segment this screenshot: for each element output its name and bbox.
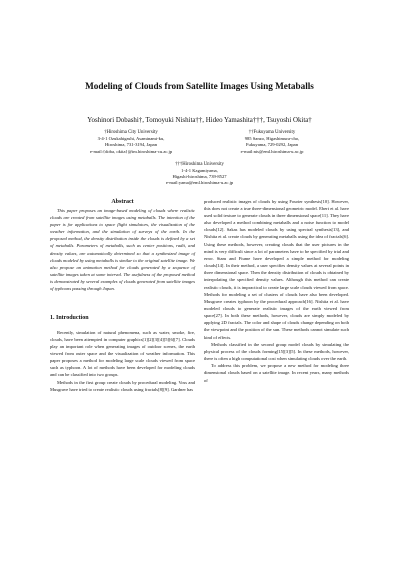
author-list: Yoshinori Dobashi†, Tomoyuki Nishita††, Hideo Yamashita†††, Tsuyoshi Okita† xyxy=(87,117,312,124)
affiliation-city: Hiroshima, 731-3194, Japan xyxy=(104,142,158,148)
affiliation-hiroshima xyxy=(50,162,349,187)
affiliation-email: e-mail:nis@eml.hiroshima-u.ac.jp xyxy=(240,148,304,154)
affiliation-row xyxy=(50,130,349,155)
body-paragraph: produced realistic images of clouds by using Fourier synthesis[10]. However, this does not create a true three-dimensional geometric model. Ebert et al. have used solid texture to generate clouds in three dimensional space[11]. They have also developed a method combining metaballs and a noise function to model clouds[12]. Sakas has modeled clouds by using spectral synthesis[13], and Nishita et al. create clouds by generating metaballs using the idea of fractals[6]. Using these methods, however, creating clouds that the user pictures in the mind is very difficult since a lot of parameters have to be specified by trial and error. Stam and Fiume have developed a simple method for modeling clouds[14]. In their method, a user specifies density values at several points in three dimensional space. Then the density distribution of clouds is obtained by interpolating the specified density values. Although this method can create realistic clouds, it is impractical to create large scale clouds viewed from space. Methods for modeling a set of clusters of clouds have also been developed. Musgrave creates typhoon by the procedural approach[16]. Nishita et al. have modeled clouds to generate realistic images of the earth viewed from space[27]. In both these methods, however, clouds are simply modeled by applying 2D fractals. The color and shape of clouds change depending on both the viewpoint and the position of the sun. These methods cannot simulate such kind of effects. xyxy=(204,198,349,340)
affiliation-name: ††Fukuyama University xyxy=(248,130,296,135)
affiliation-name: †Hiroshima City University xyxy=(104,130,158,135)
affiliation-address: 3-4-1 Ozukahigashi, Asaminami-ku, xyxy=(97,136,165,142)
affiliation-hiroshima-city xyxy=(70,130,192,155)
right-column xyxy=(204,198,349,393)
body-paragraph: Methods in the first group create clouds by procedural modeling. Voss and Musgrave have tried to create realistic clouds using fractals[8][9]. Gardner has xyxy=(50,379,195,392)
affiliation-city: Higashi-hiroshima, 739-8527 xyxy=(172,174,227,180)
body-paragraph: Methods classified in the second group model clouds by simulating the physical process of the clouds forming[15][3][5]. In these methods, however, there is often a high computational cost when simulating clouds over the earth. xyxy=(204,341,349,362)
affiliation-email: e-mail:yama@eml.hiroshima-u.ac.jp xyxy=(165,180,234,186)
affiliation-city: Fukuyama, 729-0292, Japan xyxy=(245,142,299,148)
affiliation-name: †††Hiroshima University xyxy=(175,161,224,167)
body-paragraph: Recently, simulation of natural phenomena, such as water, smoke, fire, clouds, have been attempted in computer graphics[1][2][3][4][5][6][7]. Clouds play an important role when generating images of outdoor scenes, the earth viewed from outer space and the visualization of weather information. This paper proposes a method for modeling large scale clouds viewed from space such as typhoon. A lot of methods have been developed for modeling clouds and can be classified into two groups. xyxy=(50,329,195,378)
affiliation-fukuyama xyxy=(211,130,333,155)
abstract-heading: Abstract xyxy=(111,198,134,205)
paper-title: Modeling of Clouds from Satellite Images Using Metaballs xyxy=(85,81,314,91)
affiliation-address: 985 Sanzo, Higashimura-cho, xyxy=(244,136,300,142)
affiliation-address: 1-4-1 Kagamiyama, xyxy=(181,168,218,174)
affiliation-email: e-mail:{doba, okita}@im.hiroshima-cu.ac.jp xyxy=(89,148,173,154)
introduction-heading: 1. Introduction xyxy=(50,314,89,321)
left-column xyxy=(50,198,195,393)
abstract-text: This paper proposes an image-based modeling of clouds where realistic clouds are created from satellite images using metaballs. The intention of the paper is for applications to space flight simulators, the visualization of the weather information, and the simulation of surveys of the earth. In the proposed method, the density distribution inside the clouds is defined by a set of metaballs. Parameters of metaballs, such as center positions, radii, and density values, are automatically determined so that a synthesized image of clouds modeled by using metaballs is similar to the original satellite image. We also propose an animation method for clouds generated by a sequence of satellite images taken at some interval. The usefulness of the proposed method is demonstrated by several examples of clouds generated from satellite images of typhoons passing through Japan. xyxy=(50,207,195,292)
two-column-body xyxy=(50,198,349,393)
introduction-section xyxy=(50,314,195,393)
body-paragraph: To address this problem, we propose a new method for modeling three dimensional clouds based on a satellite image. In recent years, many methods of xyxy=(204,363,349,383)
